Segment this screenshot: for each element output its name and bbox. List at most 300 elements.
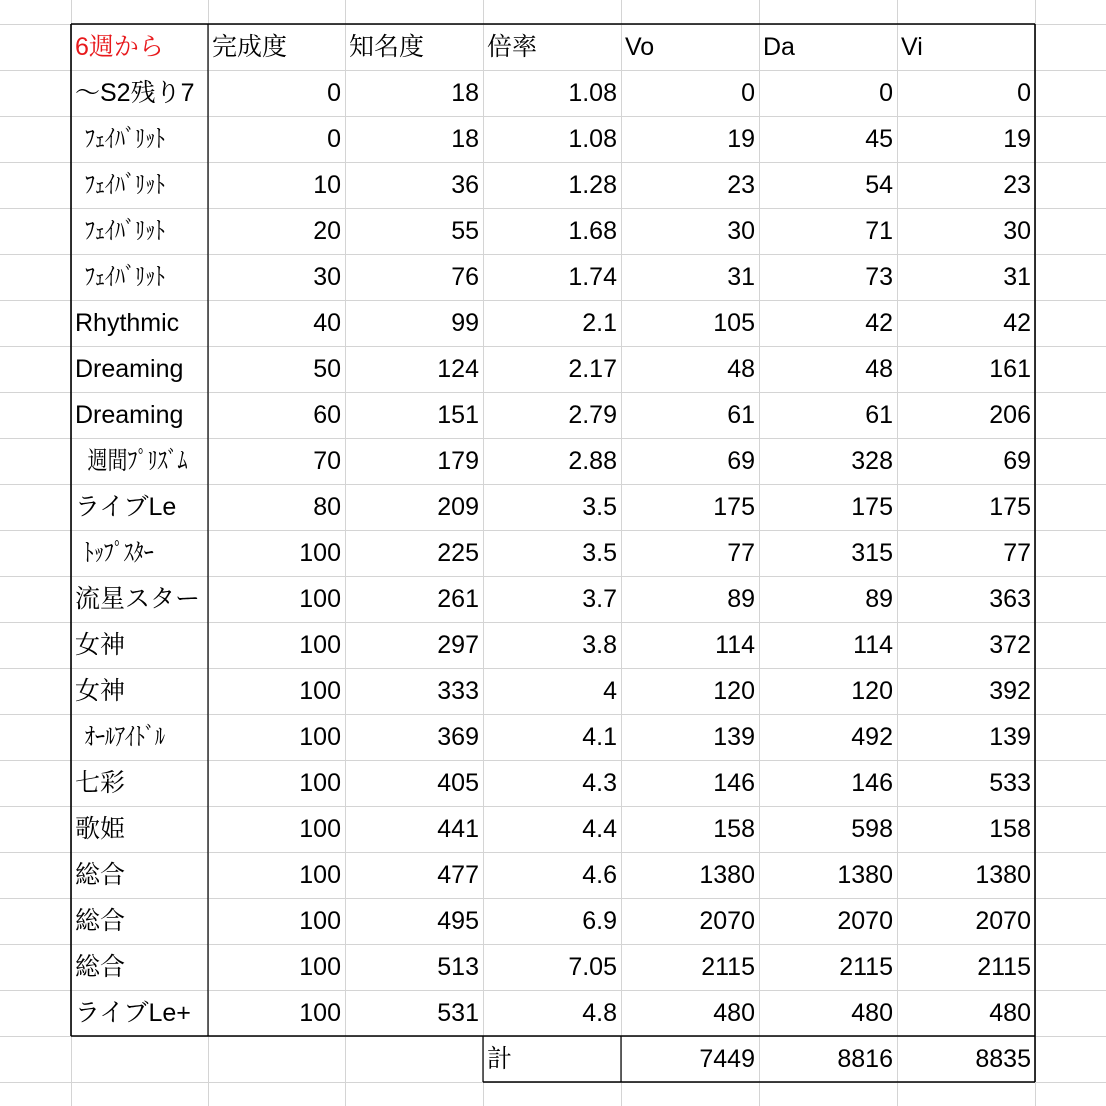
data-cell-text: 69 (727, 446, 755, 475)
data-cell[interactable] (345, 392, 483, 438)
row-label-cell[interactable] (71, 346, 208, 392)
total-value-cell[interactable] (897, 1036, 1035, 1082)
data-cell-text: 18 (451, 78, 479, 107)
data-cell[interactable] (621, 668, 759, 714)
data-cell[interactable] (208, 852, 345, 898)
data-cell-text: 158 (989, 814, 1031, 843)
data-cell[interactable] (483, 898, 621, 944)
data-cell[interactable] (345, 898, 483, 944)
data-cell-text: 61 (865, 400, 893, 429)
data-cell[interactable] (208, 392, 345, 438)
data-cell[interactable] (759, 576, 897, 622)
data-cell-text: 146 (851, 768, 893, 797)
data-cell-text: 4.4 (582, 814, 617, 843)
data-cell-text: 54 (865, 170, 893, 199)
data-cell-text: 100 (299, 722, 341, 751)
row-label-cell-text: 女神 (75, 676, 126, 705)
column-header-cell[interactable] (897, 24, 1035, 70)
row-label-cell-text: 総合 (75, 906, 126, 935)
data-cell[interactable] (208, 254, 345, 300)
data-cell-text: 61 (727, 400, 755, 429)
row-label-cell-text: ﾄｯﾌﾟｽﾀｰ (83, 538, 154, 567)
data-cell-text: 18 (451, 124, 479, 153)
data-cell-text: 100 (299, 538, 341, 567)
data-cell[interactable] (483, 944, 621, 990)
row-label-cell-text: Dreaming (75, 354, 184, 383)
data-cell-text: 2.1 (582, 308, 617, 337)
data-cell[interactable] (208, 714, 345, 760)
data-cell[interactable] (759, 392, 897, 438)
data-cell[interactable] (208, 484, 345, 530)
data-cell[interactable] (208, 162, 345, 208)
data-cell[interactable] (759, 346, 897, 392)
data-cell-text: 315 (851, 538, 893, 567)
data-cell[interactable] (621, 530, 759, 576)
data-cell-text: 533 (989, 768, 1031, 797)
row-label-cell-text: 歌姫 (75, 814, 126, 843)
data-cell-text: 30 (313, 262, 341, 291)
data-cell-text: 31 (727, 262, 755, 291)
data-cell[interactable] (483, 438, 621, 484)
data-cell[interactable] (759, 530, 897, 576)
data-cell-text: 40 (313, 308, 341, 337)
data-cell-text: 175 (713, 492, 755, 521)
total-value-cell-text: 8835 (975, 1044, 1031, 1073)
data-cell-text: 1380 (699, 860, 755, 889)
data-cell[interactable] (759, 254, 897, 300)
column-header-cell-text: 知名度 (349, 32, 425, 61)
data-cell-text: 100 (299, 906, 341, 935)
data-cell[interactable] (621, 392, 759, 438)
data-cell-text: 100 (299, 768, 341, 797)
data-cell-text: 372 (989, 630, 1031, 659)
data-cell-text: 31 (1003, 262, 1031, 291)
data-cell[interactable] (345, 254, 483, 300)
data-cell[interactable] (621, 438, 759, 484)
row-label-cell[interactable] (71, 944, 208, 990)
data-cell-text: 124 (437, 354, 479, 383)
data-cell-text: 2070 (975, 906, 1031, 935)
data-cell-text: 1380 (975, 860, 1031, 889)
data-cell[interactable] (483, 760, 621, 806)
data-cell[interactable] (345, 70, 483, 116)
data-cell-text: 73 (865, 262, 893, 291)
data-cell-text: 36 (451, 170, 479, 199)
data-cell-text: 76 (451, 262, 479, 291)
column-header-cell-text: Da (763, 32, 795, 61)
data-cell[interactable] (897, 300, 1035, 346)
header-cell-corner[interactable] (71, 24, 208, 70)
data-cell-text: 3.7 (582, 584, 617, 613)
data-cell[interactable] (345, 668, 483, 714)
row-label-cell-text: ﾌｪｲﾊﾞﾘｯﾄ (85, 216, 166, 245)
data-cell[interactable] (897, 530, 1035, 576)
data-cell[interactable] (483, 300, 621, 346)
data-cell[interactable] (759, 622, 897, 668)
data-cell[interactable] (483, 116, 621, 162)
data-cell[interactable] (483, 208, 621, 254)
data-cell[interactable] (759, 990, 897, 1036)
data-cell[interactable] (208, 668, 345, 714)
data-cell[interactable] (621, 576, 759, 622)
data-cell-text: 1.28 (568, 170, 617, 199)
data-cell[interactable] (897, 208, 1035, 254)
data-cell[interactable] (483, 392, 621, 438)
total-value-cell[interactable] (621, 1036, 759, 1082)
data-cell-text: 492 (851, 722, 893, 751)
data-cell-text: 179 (437, 446, 479, 475)
row-label-cell[interactable] (71, 622, 208, 668)
data-cell-text: 100 (299, 952, 341, 981)
total-label-cell-text: 計 (487, 1044, 513, 1073)
data-cell-text: 261 (437, 584, 479, 613)
data-cell[interactable] (621, 208, 759, 254)
row-label-cell[interactable] (71, 576, 208, 622)
data-cell-text: 1380 (837, 860, 893, 889)
data-cell[interactable] (345, 990, 483, 1036)
data-cell-text: 77 (727, 538, 755, 567)
data-cell[interactable] (621, 162, 759, 208)
data-cell[interactable] (483, 806, 621, 852)
total-value-cell[interactable] (759, 1036, 897, 1082)
data-cell[interactable] (897, 254, 1035, 300)
column-header-cell[interactable] (208, 24, 345, 70)
row-label-cell[interactable] (71, 484, 208, 530)
data-cell-text: 161 (989, 354, 1031, 383)
data-cell-text: 48 (727, 354, 755, 383)
data-cell[interactable] (897, 162, 1035, 208)
row-label-cell-text: ﾌｪｲﾊﾞﾘｯﾄ (85, 124, 166, 153)
data-cell-text: 114 (853, 630, 893, 659)
data-cell[interactable] (621, 760, 759, 806)
data-cell-text: 392 (989, 676, 1031, 705)
data-cell-text: 4.1 (582, 722, 617, 751)
row-label-cell-text: 総合 (75, 860, 126, 889)
data-cell-text: 206 (989, 400, 1031, 429)
data-cell[interactable] (621, 116, 759, 162)
data-cell[interactable] (897, 576, 1035, 622)
data-cell[interactable] (208, 898, 345, 944)
data-cell-text: 55 (451, 216, 479, 245)
total-value-cell-text: 8816 (837, 1044, 893, 1073)
data-cell[interactable] (208, 760, 345, 806)
data-cell-text: 23 (1003, 170, 1031, 199)
data-cell[interactable] (759, 70, 897, 116)
data-cell[interactable] (208, 622, 345, 668)
data-cell-text: 139 (713, 722, 755, 751)
data-cell-text: 405 (437, 768, 479, 797)
data-cell-text: 1.68 (568, 216, 617, 245)
data-cell[interactable] (483, 484, 621, 530)
data-cell[interactable] (483, 254, 621, 300)
data-cell-text: 4.3 (582, 768, 617, 797)
row-label-cell[interactable] (71, 714, 208, 760)
data-cell[interactable] (621, 622, 759, 668)
row-label-cell-text: 週間ﾌﾟﾘｽﾞﾑ (87, 446, 188, 475)
data-cell-text: 480 (851, 998, 893, 1027)
data-cell[interactable] (897, 438, 1035, 484)
data-cell[interactable] (483, 668, 621, 714)
data-cell[interactable] (897, 622, 1035, 668)
data-cell-text: 2115 (839, 952, 893, 981)
data-cell[interactable] (345, 622, 483, 668)
data-cell-text: 23 (727, 170, 755, 199)
data-cell[interactable] (483, 162, 621, 208)
total-label-cell[interactable] (483, 1036, 621, 1082)
data-cell-text: 120 (851, 676, 893, 705)
data-cell[interactable] (897, 392, 1035, 438)
data-cell[interactable] (897, 116, 1035, 162)
data-cell-text: 99 (451, 308, 479, 337)
total-value-cell-text: 7449 (699, 1044, 755, 1073)
row-label-cell[interactable] (71, 530, 208, 576)
data-cell[interactable] (897, 346, 1035, 392)
row-label-cell[interactable] (71, 162, 208, 208)
data-cell-text: 60 (313, 400, 341, 429)
data-cell[interactable] (759, 852, 897, 898)
row-label-cell[interactable] (71, 898, 208, 944)
data-cell[interactable] (483, 576, 621, 622)
column-header-cell-text: 倍率 (487, 32, 538, 61)
data-cell-text: 2.79 (568, 400, 617, 429)
data-cell[interactable] (345, 208, 483, 254)
row-label-cell-text: ﾌｪｲﾊﾞﾘｯﾄ (85, 262, 166, 291)
data-cell-text: 89 (727, 584, 755, 613)
data-cell[interactable] (621, 852, 759, 898)
data-cell-text: 3.5 (582, 538, 617, 567)
row-label-cell[interactable] (71, 438, 208, 484)
data-cell-text: 441 (437, 814, 479, 843)
data-cell-text: 42 (865, 308, 893, 337)
data-cell[interactable] (208, 300, 345, 346)
data-cell-text: 70 (313, 446, 341, 475)
data-cell-text: 2115 (977, 952, 1031, 981)
data-cell[interactable] (345, 714, 483, 760)
data-cell[interactable] (621, 484, 759, 530)
data-cell[interactable] (621, 944, 759, 990)
data-cell-text: 71 (865, 216, 893, 245)
data-cell-text: 6.9 (582, 906, 617, 935)
data-cell-text: 477 (437, 860, 479, 889)
data-cell[interactable] (759, 760, 897, 806)
data-cell[interactable] (345, 760, 483, 806)
data-cell[interactable] (759, 714, 897, 760)
data-cell[interactable] (208, 70, 345, 116)
data-cell[interactable] (897, 668, 1035, 714)
data-cell[interactable] (483, 852, 621, 898)
data-cell-text: 100 (299, 676, 341, 705)
data-cell-text: 48 (865, 354, 893, 383)
data-cell-text: 225 (437, 538, 479, 567)
data-cell[interactable] (345, 944, 483, 990)
data-cell[interactable] (897, 714, 1035, 760)
data-cell[interactable] (621, 806, 759, 852)
data-cell[interactable] (897, 944, 1035, 990)
data-cell-text: 2115 (701, 952, 755, 981)
data-cell[interactable] (897, 898, 1035, 944)
data-cell[interactable] (621, 346, 759, 392)
column-header-cell-text: Vi (901, 32, 923, 61)
data-cell[interactable] (759, 944, 897, 990)
row-label-cell-text: Dreaming (75, 400, 184, 429)
data-cell[interactable] (759, 668, 897, 714)
data-cell[interactable] (345, 162, 483, 208)
data-cell[interactable] (621, 898, 759, 944)
data-cell-text: 2070 (837, 906, 893, 935)
data-cell[interactable] (897, 852, 1035, 898)
data-cell[interactable] (897, 484, 1035, 530)
column-header-cell[interactable] (621, 24, 759, 70)
data-cell-text: 19 (1003, 124, 1031, 153)
column-header-cell[interactable] (483, 24, 621, 70)
row-label-cell[interactable] (71, 852, 208, 898)
data-cell[interactable] (897, 990, 1035, 1036)
data-cell-text: 598 (851, 814, 893, 843)
data-cell[interactable] (345, 806, 483, 852)
data-cell[interactable] (483, 70, 621, 116)
data-cell-text: 175 (989, 492, 1031, 521)
row-label-cell[interactable] (71, 760, 208, 806)
data-cell-text: 100 (299, 630, 341, 659)
data-cell[interactable] (897, 70, 1035, 116)
data-cell[interactable] (759, 116, 897, 162)
data-cell-text: 0 (741, 78, 755, 107)
data-cell-text: 7.05 (568, 952, 617, 981)
row-label-cell[interactable] (71, 116, 208, 162)
data-cell-text: 328 (851, 446, 893, 475)
data-cell[interactable] (483, 346, 621, 392)
data-cell-text: 0 (1017, 78, 1031, 107)
row-label-cell-text: ライブLe (75, 492, 177, 521)
data-cell-text: 45 (865, 124, 893, 153)
data-cell-text: 146 (713, 768, 755, 797)
data-cell-text: 30 (727, 216, 755, 245)
data-cell[interactable] (345, 116, 483, 162)
data-cell[interactable] (759, 300, 897, 346)
data-cell-text: 369 (437, 722, 479, 751)
data-cell-text: 531 (437, 998, 479, 1027)
row-label-cell[interactable] (71, 300, 208, 346)
data-cell[interactable] (897, 806, 1035, 852)
data-cell[interactable] (208, 990, 345, 1036)
data-cell-text: 100 (299, 814, 341, 843)
data-cell-text: 0 (327, 78, 341, 107)
data-cell[interactable] (208, 944, 345, 990)
data-cell-text: 4.6 (582, 860, 617, 889)
row-label-cell[interactable] (71, 806, 208, 852)
data-cell-text: 175 (851, 492, 893, 521)
data-cell[interactable] (345, 438, 483, 484)
row-label-cell-text: 七彩 (75, 768, 126, 797)
data-cell-text: 20 (313, 216, 341, 245)
data-cell-text: 120 (713, 676, 755, 705)
data-cell[interactable] (208, 576, 345, 622)
column-header-cell-text: Vo (625, 32, 655, 61)
data-cell[interactable] (759, 438, 897, 484)
data-cell-text: 80 (313, 492, 341, 521)
row-label-cell-text: 女神 (75, 630, 126, 659)
row-label-cell-text: ﾌｪｲﾊﾞﾘｯﾄ (85, 170, 166, 199)
data-cell-text: 1.08 (568, 78, 617, 107)
data-cell-text: 77 (1003, 538, 1031, 567)
data-cell-text: 19 (727, 124, 755, 153)
data-cell-text: 0 (327, 124, 341, 153)
data-cell[interactable] (208, 438, 345, 484)
data-cell-text: 4 (603, 676, 617, 705)
row-label-cell-text: ～S2残り7 (75, 78, 195, 107)
data-cell-text: 2.17 (568, 354, 617, 383)
data-cell[interactable] (345, 852, 483, 898)
row-label-cell[interactable] (71, 208, 208, 254)
data-cell-text: 100 (299, 998, 341, 1027)
row-label-cell[interactable] (71, 70, 208, 116)
data-cell[interactable] (759, 806, 897, 852)
data-cell[interactable] (208, 530, 345, 576)
row-label-cell-text: ライブLe+ (75, 998, 191, 1027)
data-cell-text: 100 (299, 584, 341, 613)
data-cell[interactable] (759, 208, 897, 254)
data-cell[interactable] (345, 530, 483, 576)
data-cell[interactable] (759, 162, 897, 208)
data-cell[interactable] (483, 990, 621, 1036)
data-cell-text: 2070 (699, 906, 755, 935)
data-cell[interactable] (208, 806, 345, 852)
column-header-cell[interactable] (345, 24, 483, 70)
data-cell-text: 480 (713, 998, 755, 1027)
data-cell[interactable] (208, 208, 345, 254)
header-cell-corner-text: 6週から (75, 32, 164, 61)
data-cell-text: 151 (437, 400, 479, 429)
data-cell-text: 42 (1003, 308, 1031, 337)
data-cell[interactable] (897, 760, 1035, 806)
data-cell-text: 30 (1003, 216, 1031, 245)
data-cell-text: 1.74 (568, 262, 617, 291)
data-cell[interactable] (345, 300, 483, 346)
data-cell[interactable] (759, 898, 897, 944)
row-label-cell-text: 流星スター (75, 584, 201, 613)
data-cell[interactable] (621, 70, 759, 116)
data-cell[interactable] (345, 576, 483, 622)
data-cell[interactable] (345, 346, 483, 392)
data-cell-text: 333 (437, 676, 479, 705)
row-label-cell-text: Rhythmic (75, 308, 180, 337)
column-header-cell[interactable] (759, 24, 897, 70)
row-label-cell[interactable] (71, 254, 208, 300)
data-cell[interactable] (483, 530, 621, 576)
data-cell-text: 363 (989, 584, 1031, 613)
data-cell[interactable] (621, 714, 759, 760)
data-cell[interactable] (483, 622, 621, 668)
data-cell[interactable] (621, 990, 759, 1036)
row-label-cell[interactable] (71, 990, 208, 1036)
data-cell[interactable] (621, 254, 759, 300)
data-cell[interactable] (759, 484, 897, 530)
data-cell-text: 69 (1003, 446, 1031, 475)
data-cell[interactable] (208, 346, 345, 392)
data-cell[interactable] (483, 714, 621, 760)
data-cell-text: 513 (437, 952, 479, 981)
row-label-cell[interactable] (71, 392, 208, 438)
data-cell-text: 114 (715, 630, 755, 659)
data-cell[interactable] (621, 300, 759, 346)
data-cell[interactable] (208, 116, 345, 162)
data-cell-text: 1.08 (568, 124, 617, 153)
data-cell-text: 4.8 (582, 998, 617, 1027)
row-label-cell[interactable] (71, 668, 208, 714)
data-cell[interactable] (345, 484, 483, 530)
row-label-cell-text: ｵｰﾙｱｲﾄﾞﾙ (85, 722, 166, 751)
data-cell-text: 10 (313, 170, 341, 199)
